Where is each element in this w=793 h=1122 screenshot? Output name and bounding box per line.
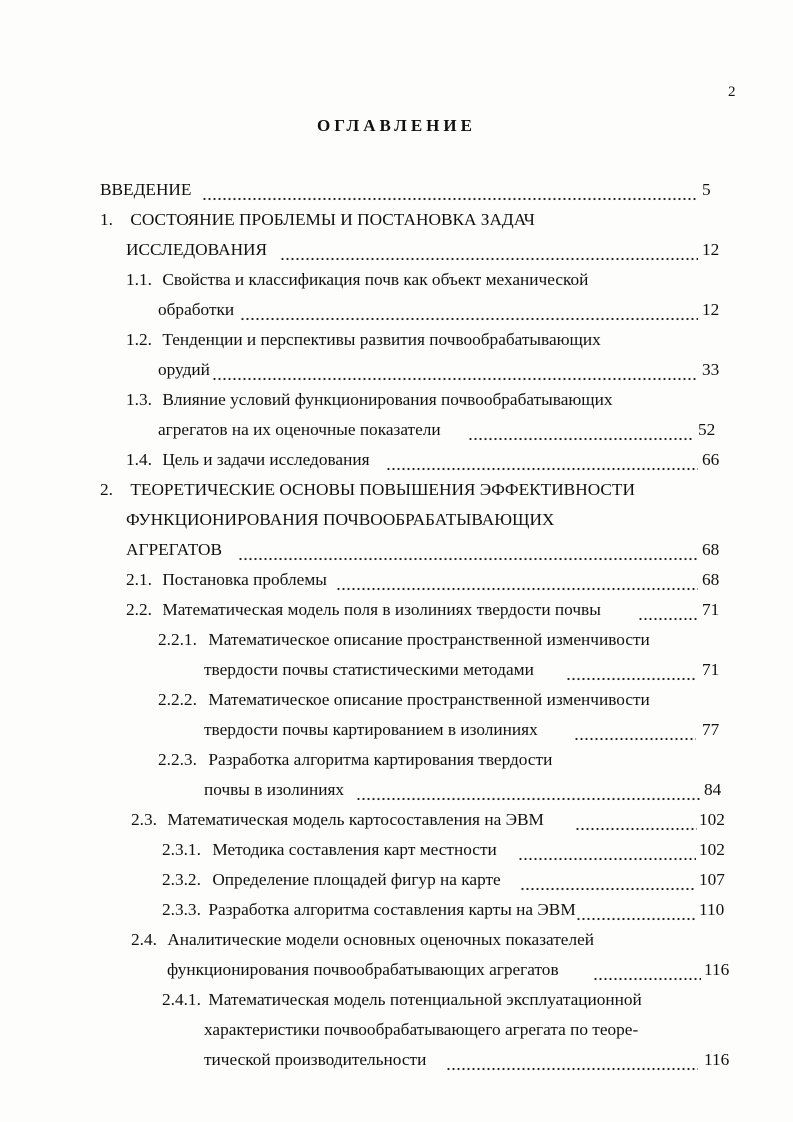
toc-entry-title-cont: функционирования почвообрабатывающих агрегатов [167,960,559,979]
toc-entry-title: ТЕОРЕТИЧЕСКИЕ ОСНОВЫ ПОВЫШЕНИЯ ЭФФЕКТИВНОСТИ [130,480,635,499]
toc-entry-page: 77 [702,720,720,739]
toc-entry-number: 2.1. [126,570,152,589]
toc-entry-page: 33 [702,360,720,379]
toc-entry-page: 71 [702,600,720,619]
toc-entry[interactable] [158,746,726,774]
toc-entry-page: 107 [699,870,725,889]
toc-entry-title: Аналитические модели основных оценочных показателей [167,930,595,949]
toc-entry-number: 2.2.1. [158,630,197,649]
toc-entry[interactable] [100,176,720,204]
toc-entry-page: 68 [702,570,720,589]
toc-entry-continuation[interactable] [204,1016,744,1044]
leader-dots [576,916,696,922]
toc-entry[interactable] [162,986,752,1014]
leader-dots [520,886,696,892]
toc-entry-number: 2.3. [131,810,157,829]
toc-entry-title-cont: твердости почвы картированием в изолиниях [204,720,538,739]
toc-entry-number: 2.2. [126,600,152,619]
page-number: 2 [728,84,736,100]
toc-entry-page: 66 [702,450,720,469]
leader-dots [240,316,698,322]
toc-entry-title: Разработка алгоритма составления карты на ЭВМ [208,900,576,919]
toc-entry-title: Математическая модель поля в изолиниях твердости почвы [162,600,601,619]
toc-entry-page: 110 [699,900,725,919]
toc-entry-number: 2.2.2. [158,690,197,709]
toc-entry-title-cont: АГРЕГАТОВ [126,540,223,559]
toc-entry-title: Постановка проблемы [162,570,327,589]
toc-entry-title-cont: твердости почвы статистическими методами [204,660,534,679]
leader-dots [280,256,698,262]
toc-entry-number: 2.3.2. [162,870,201,889]
toc-entry-number: 2.4. [131,930,157,949]
toc-entry-title: Цель и задачи исследования [162,450,370,469]
toc-entry-continuation[interactable] [126,506,726,534]
toc-entry-title-cont: ИССЛЕДОВАНИЯ [126,240,268,259]
toc-entry[interactable] [162,836,742,864]
toc-entry-page: 68 [702,540,720,559]
toc-entry-continuation[interactable] [204,1046,744,1074]
leader-dots [336,586,698,592]
toc-entry-continuation[interactable] [167,956,747,984]
toc-entry-title: Тенденции и перспективы развития почвообрабатывающих [162,330,601,349]
toc-entry-title: Определение площадей фигур на карте [212,870,501,889]
toc-entry-continuation[interactable] [204,716,726,744]
toc-entry-number: 2.3.3. [162,900,201,919]
toc-entry-title: Свойства и классификация почв как объект механической [162,270,589,289]
toc-entry-page: 12 [702,300,720,319]
toc-entry-page: 84 [704,780,722,799]
toc-entry-continuation[interactable] [158,416,726,444]
page-title: ОГЛАВЛЕНИЕ [317,116,476,135]
toc-entry[interactable] [131,806,741,834]
toc-entry-page: 102 [699,810,725,829]
toc-entry-continuation[interactable] [204,776,726,804]
toc-entry-page: 5 [702,180,711,199]
toc-entry-continuation[interactable] [126,536,726,564]
toc-entry[interactable] [162,896,742,924]
toc-entry[interactable] [126,386,726,414]
toc-entry[interactable] [158,626,726,654]
toc-entry[interactable] [100,206,750,234]
toc-entry-number: 2.4.1. [162,990,201,1009]
leader-dots [446,1066,698,1072]
toc-entry[interactable] [126,596,726,624]
toc-entry-title: Методика составления карт местности [212,840,497,859]
toc-entry-title-cont: почвы в изолиниях [204,780,345,799]
toc-entry-continuation[interactable] [158,296,726,324]
leader-dots [356,796,702,802]
toc-entry-number: 2.3.1. [162,840,201,859]
toc-entry-continuation[interactable] [158,356,726,384]
toc-entry[interactable] [126,326,726,354]
toc-entry[interactable] [162,866,742,894]
leader-dots [468,436,694,442]
toc-entry-number: 2. [100,480,113,499]
toc-entry-number: 2.2.3. [158,750,197,769]
toc-entry-title: Математическое описание пространственной изменчивости [208,630,650,649]
toc-entry[interactable] [158,686,726,714]
leader-dots [575,826,697,832]
toc-entry-title-cont: ФУНКЦИОНИРОВАНИЯ ПОЧВООБРАБАТЫВАЮЩИХ [126,510,555,529]
toc-entry-title-cont: орудий [158,360,210,379]
toc-entry[interactable] [131,926,741,954]
toc-entry-number: 1.1. [126,270,152,289]
leader-dots [212,376,698,382]
leader-dots [638,616,698,622]
toc-entry-title-cont: тической производительности [204,1050,427,1069]
toc-entry-page: 102 [699,840,725,859]
toc-entry-page: 52 [698,420,716,439]
leader-dots [386,466,698,472]
toc-entry-title: Математическая модель картосоставления на ЭВМ [167,810,544,829]
toc-entry[interactable] [126,446,726,474]
toc-entry-title: Влияние условий функционирования почвообрабатывающих [162,390,613,409]
toc-entry-number: 1.3. [126,390,152,409]
leader-dots [593,976,701,982]
toc-entry-number: 1.2. [126,330,152,349]
leader-dots [574,736,696,742]
toc-entry-page: 116 [704,960,730,979]
toc-entry-title: Математическое описание пространственной изменчивости [208,690,650,709]
leader-dots [566,676,696,682]
toc-entry-title-cont: обработки [158,300,235,319]
leader-dots [518,856,696,862]
toc-entry-page: 71 [702,660,720,679]
toc-entry-title-cont: характеристики почвообрабатывающего агрегата по теоре- [204,1020,639,1039]
toc-entry[interactable] [100,476,750,504]
toc-entry[interactable] [126,266,726,294]
toc-entry-title: СОСТОЯНИЕ ПРОБЛЕМЫ И ПОСТАНОВКА ЗАДАЧ [130,210,535,229]
leader-dots [202,196,698,202]
toc-entry-title: Математическая модель потенциальной эксплуатационной [208,990,642,1009]
toc-entry-title: ВВЕДЕНИЕ [100,180,192,199]
toc-entry-title-cont: агрегатов на их оценочные показатели [158,420,441,439]
toc-entry[interactable] [126,566,726,594]
toc-entry-page: 12 [702,240,720,259]
toc-entry-page: 116 [704,1050,730,1069]
toc-entry-title: Разработка алгоритма картирования твердости [208,750,553,769]
toc-entry-number: 1. [100,210,113,229]
toc-entry-continuation[interactable] [204,656,726,684]
toc-entry-continuation[interactable] [126,236,726,264]
leader-dots [238,556,698,562]
toc-entry-number: 1.4. [126,450,152,469]
